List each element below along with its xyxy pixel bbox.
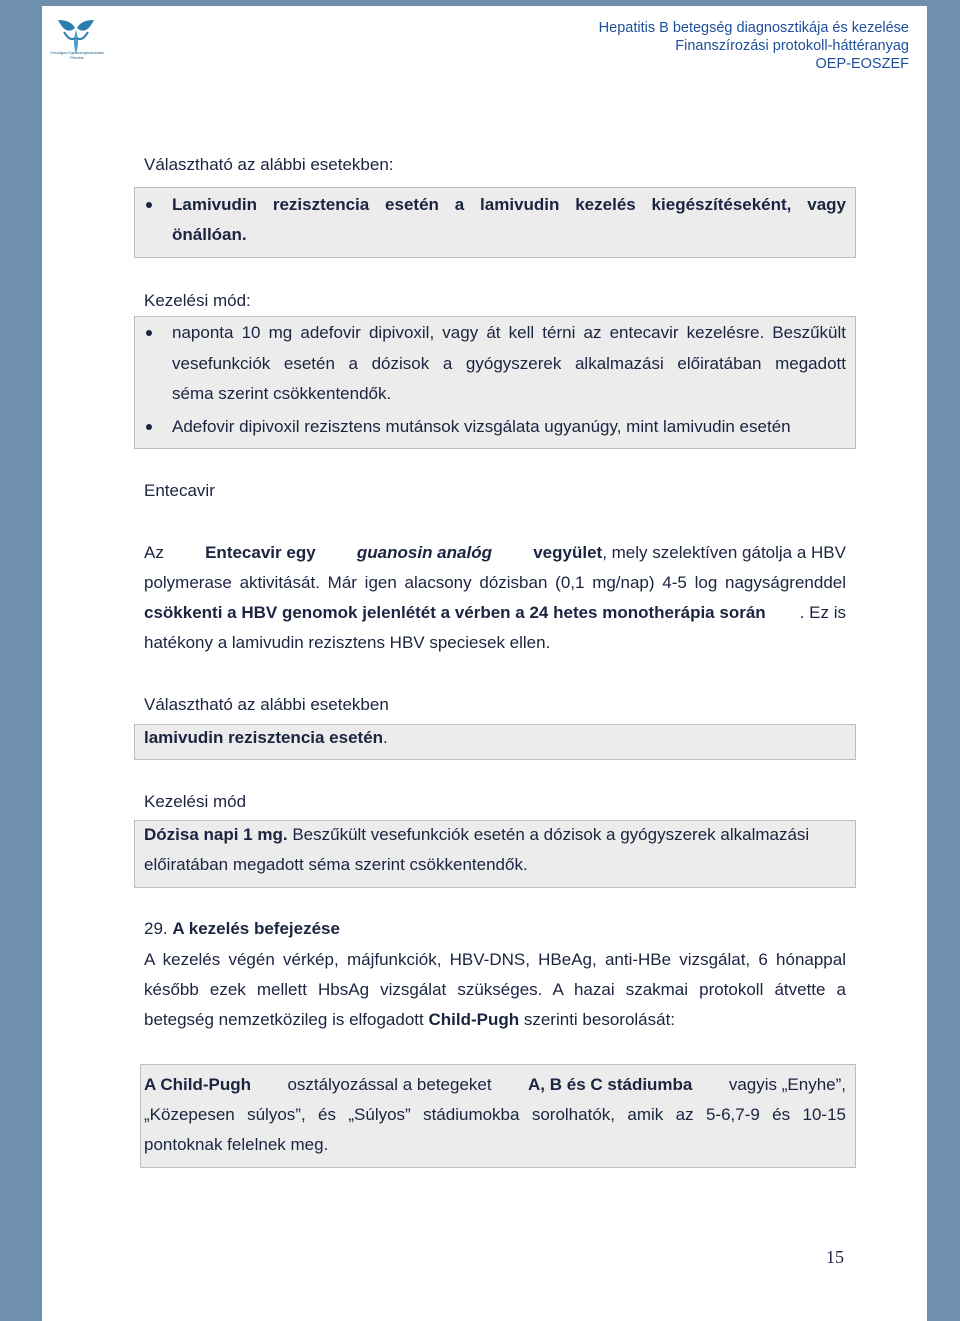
text-span: , mely szelektíven gátolja a HBV [602,543,846,562]
text-span: vegyület [533,543,603,562]
section29-line3 [144,1010,675,1030]
text-span: vagyis „Enyhe”, [728,1075,846,1094]
section1-bullet1-line1: Lamivudin rezisztencia esetén a lamivudin kezelés kiegészítéseként, vagy [172,195,846,214]
bullet-icon [146,202,152,208]
section2-heading: Kezelési mód: [144,291,251,310]
section1-heading: Választható az alábbi esetekben: [144,155,394,174]
page-header [599,19,909,73]
text-span: osztályozással a betegeket [287,1075,492,1094]
section2-bullet2: Adefovir dipivoxil rezisztens mutánsok vizsgálata ugyanúgy, mint lamivudin esetén [172,417,791,436]
text-span: Beszűkült vesefunkciók esetén a dózisok a gyógyszerek alkalmazási [287,825,810,844]
header-title: Hepatitis B betegség diagnosztikája és kezelése [598,20,909,36]
section2-bullet1-line2: vesefunkciók esetén a dózisok a gyógyszerek alkalmazási előiratában megadott [172,354,846,373]
text-span: A Child-Pugh [144,1075,252,1094]
section2-bullet1-line1: naponta 10 mg adefovir dipivoxil, vagy át kell térni az entecavir kezelésre. Beszűkült [172,323,846,342]
text-span: guanosin analóg [356,543,492,562]
text-span: szerinti besorolását: [519,1010,676,1029]
text-span: lamivudin rezisztencia esetén [144,728,384,747]
section-number: 29. [144,919,168,938]
text-span: A, B és C stádiumba [528,1075,693,1094]
page-number: 15 [826,1247,844,1267]
section1-bullet1-line2: önállóan. [172,225,247,244]
childpugh-line1 [144,1075,846,1095]
logo-caption: Országos Egészségbiztosítási Pénztár [50,50,104,60]
text-span: . [383,728,388,747]
entecavir-paragraph-line4: hatékony a lamivudin rezisztens HBV speciesek ellen. [144,633,551,652]
document-page [42,6,927,1321]
header-org: OEP-EOSZEF [815,56,909,72]
entecavir-heading: Entecavir [144,481,215,500]
oep-logo-icon [42,12,112,70]
entecavir-mode-line1 [144,825,809,845]
text-span: Entecavir egy [205,543,316,562]
childpugh-line3: pontoknak felelnek meg. [144,1135,329,1154]
section-title: A kezelés befejezése [172,919,340,938]
entecavir-mode-line2: előiratában megadott séma szerint csökkentendők. [144,855,528,874]
section29-line1: A kezelés végén vérkép, májfunkciók, HBV-DNS, HBeAg, anti-HBe vizsgálat, 6 hónappal [144,950,846,969]
bullet-icon [146,330,152,336]
section2-bullet1-line3: séma szerint csökkentendők. [172,384,392,403]
entecavir-paragraph-line3 [144,603,846,623]
text-span: Dózisa napi 1 mg. [144,825,288,844]
entecavir-paragraph-line2: polymerase aktivitását. Már igen alacsony dózisban (0,1 mg/nap) 4-5 log nagyságrenddel [144,573,846,592]
header-subtitle: Finanszírozási protokoll-háttéranyag [675,38,909,54]
childpugh-line2: „Közepesen súlyos”, és „Súlyos” stádiumokba sorolhatók, amik az 5-6,7-9 és 10-15 [144,1105,846,1124]
bullet-icon [146,424,152,430]
entecavir-mode-heading: Kezelési mód [144,792,247,811]
text-span: Child-Pugh [428,1010,520,1029]
section29-line2: később ezek mellett HbsAg vizsgálat szükséges. A hazai szakmai protokoll átvette a [144,980,846,999]
entecavir-paragraph-line1 [144,543,846,563]
entecavir-choose-heading: Választható az alábbi esetekben [144,695,389,714]
text-span: Az [144,543,164,562]
text-span: . Ez is [799,603,846,622]
text-span: csökkenti a HBV genomok jelenlétét a vérben a 24 hetes monotherápia során [144,603,766,622]
text-span: betegség nemzetközileg is elfogadott [144,1010,429,1029]
entecavir-choose-text [144,728,388,748]
section29-title [144,919,340,939]
